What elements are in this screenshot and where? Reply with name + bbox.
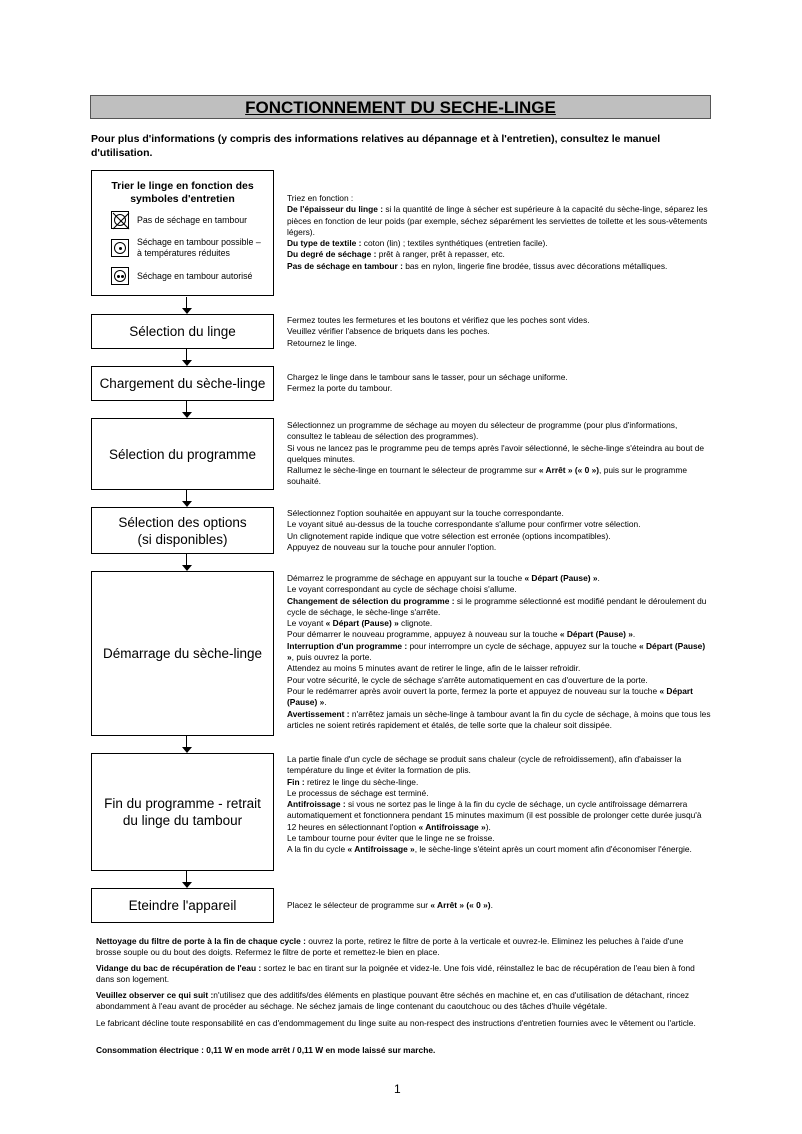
note-observe: Veuillez observer ce qui suit :n'utilisez que des additifs/des éléments en plastique pouvant être séchés en machine et, en cas d'utilisation de détachant, rincez abondamment à l'eau avant de procéder au séchage. Ne séchez jamais de linge contenant du caoutchouc ou des tâches d'huile végétale. <box>96 990 690 1012</box>
symbol-row: Pas de séchage en tambour <box>111 211 247 229</box>
step-program-selection: Sélection du programme <box>91 418 274 490</box>
intro-text: Pour plus d'informations (y compris des informations relatives au dépannage et à l'entretien), consultez le manuel d'utilisation. <box>91 133 661 159</box>
symbol-row: Séchage en tambour autorisé <box>111 267 252 285</box>
page-number: 1 <box>394 1082 401 1096</box>
tumble-dry-normal-icon <box>111 267 129 285</box>
step-switch-off: Eteindre l'appareil <box>91 888 274 923</box>
tumble-dry-low-icon <box>111 239 129 257</box>
flow-arrow <box>182 490 192 507</box>
step-laundry-selection: Sélection du linge <box>91 314 274 349</box>
sort-description: Triez en fonction : De l'épaisseur du linge : si la quantité de linge à sécher est supérieure à la capacité du sèche-linge, séparez les pièces en fonction de leur poids (par exemple, séchez séparément les serviettes de toilette et les sous-vêtements légers). Du type de textile : coton (lin) ; textiles synthétiques (entretien facile). Du degré de séchage : prêt à ranger, prêt à repasser, etc. Pas de séchage en tambour : bas en nylon, lingerie fine brodée, tissus avec décorations métalliques. <box>287 193 708 271</box>
no-tumble-dry-icon <box>111 211 129 229</box>
sort-laundry-box <box>91 170 274 296</box>
note-door-filter: Nettoyage du filtre de porte à la fin de chaque cycle : ouvrez la porte, retirez le filtre de porte à la verticale et ouvrez-le. Eliminez les peluches à l'aide d'une brosse souple ou du bout des doigts. Refermez le filtre de porte et remettez-le bien en place. <box>96 936 684 958</box>
flow-arrow <box>182 736 192 753</box>
step-options-selection: Sélection des options (si disponibles) <box>91 507 274 554</box>
step-loading-dryer: Chargement du sèche-linge <box>91 366 274 401</box>
symbol-row: Séchage en tambour possible – à températures réduites <box>111 237 261 259</box>
step-loading-dryer-desc: Chargez le linge dans le tambour sans le tasser, pour un séchage uniforme. Fermez la porte du tambour. <box>287 372 568 394</box>
step-program-selection-desc: Sélectionnez un programme de séchage au moyen du sélecteur de programme (pour plus d'informations, consultez le tableau de sélection des programmes). Si vous ne lancez pas le programme peu de temps après l'avoir sélectionné, le sèche-linge s'éteindra au bout de quelques minutes. Rallumez le sèche-linge en tournant le sélecteur de programme sur « Arrêt » (« 0 »), puis sur le programme souhaité. <box>287 420 705 487</box>
note-power-consumption: Consommation électrique : 0,11 W en mode arrêt / 0,11 W en mode laissé sur marche. <box>96 1045 436 1055</box>
flow-arrow <box>182 349 192 366</box>
step-laundry-selection-desc: Fermez toutes les fermetures et les boutons et vérifiez que les poches sont vides. Veuillez vérifier l'absence de briquets dans les poches. Retournez le linge. <box>287 315 590 348</box>
flow-arrow <box>182 554 192 571</box>
step-options-selection-desc: Sélectionnez l'option souhaitée en appuyant sur la touche correspondante. Le voyant situé au-dessus de la touche correspondante s'allume pour confirmer votre sélection. Un clignotement rapide indique que votre sélection est erronée (options incompatibles). Appuyez de nouveau sur la touche pour annuler l'option. <box>287 508 641 552</box>
note-liability: Le fabricant décline toute responsabilité en cas d'endommagement du linge suite au non-respect des instructions d'entretien fournies avec le vêtement ou l'article. <box>96 1018 696 1028</box>
page-title: FONCTIONNEMENT DU SECHE-LINGE <box>90 95 711 119</box>
flow-arrow <box>182 401 192 418</box>
step-start-dryer: Démarrage du sèche-linge <box>91 571 274 736</box>
step-end-program-desc: La partie finale d'un cycle de séchage se produit sans chaleur (cycle de refroidissement), afin d'abaisser la température du linge et éviter la formation de plis. Fin : retirez le linge du sèche-linge. Le processus de séchage est terminé. Antifroissage : si vous ne sortez pas le linge à la fin du cycle de séchage, un cycle antifroissage démarrera automatiquement et fonctionnera pendant 15 minutes maximum (il est possible de prolonger cette durée jusqu'à 12 heures en sélectionnant l'option « Antifroissage »). Le tambour tourne pour éviter que le linge ne se froisse. A la fin du cycle « Antifroissage », le sèche-linge s'éteint après un court moment afin d'économiser l'énergie. <box>287 754 702 855</box>
note-water-container: Vidange du bac de récupération de l'eau : sortez le bac en tirant sur la poignée et videz-le. Une fois vidé, réinstallez le bac de récupération de l'eau bien à fond dans son logement. <box>96 963 695 985</box>
sort-box-title: Trier le linge en fonction des symboles d'entretien <box>111 180 254 205</box>
step-start-dryer-desc: Démarrez le programme de séchage en appuyant sur la touche « Départ (Pause) ». Le voyant correspondant au cycle de séchage choisi s'allume. Changement de sélection du programme : si le programme sélectionné est modifié pendant le déroulement du cycle de séchage, le sèche-linge s'arrête. Le voyant « Départ (Pause) » clignote. Pour démarrer le nouveau programme, appuyez à nouveau sur la touche « Départ (Pause) ». Interruption d'un programme : pour interrompre un cycle de séchage, appuyez sur la touche « Départ (Pause) », puis ouvrez la porte. Attendez au moins 5 minutes avant de retirer le linge, afin de le laisser refroidir. Pour votre sécurité, le cycle de séchage s'arrête automatiquement en cas d'ouverture de la porte. Pour le redémarrer après avoir ouvert la porte, fermez la porte et appuyez de nouveau sur la touche « Départ (Pause) ». Avertissement : n'arrêtez jamais un sèche-linge à tambour avant la fin du cycle de séchage, à moins que tous les articles ne soient retirés rapidement et étalés, de telle sorte que la chaleur soit dissipée. <box>287 573 711 730</box>
flow-arrow <box>182 297 192 314</box>
step-switch-off-desc: Placez le sélecteur de programme sur « Arrêt » (« 0 »). <box>287 900 493 910</box>
step-end-program: Fin du programme - retrait du linge du tambour <box>91 753 274 871</box>
flow-arrow <box>182 871 192 888</box>
